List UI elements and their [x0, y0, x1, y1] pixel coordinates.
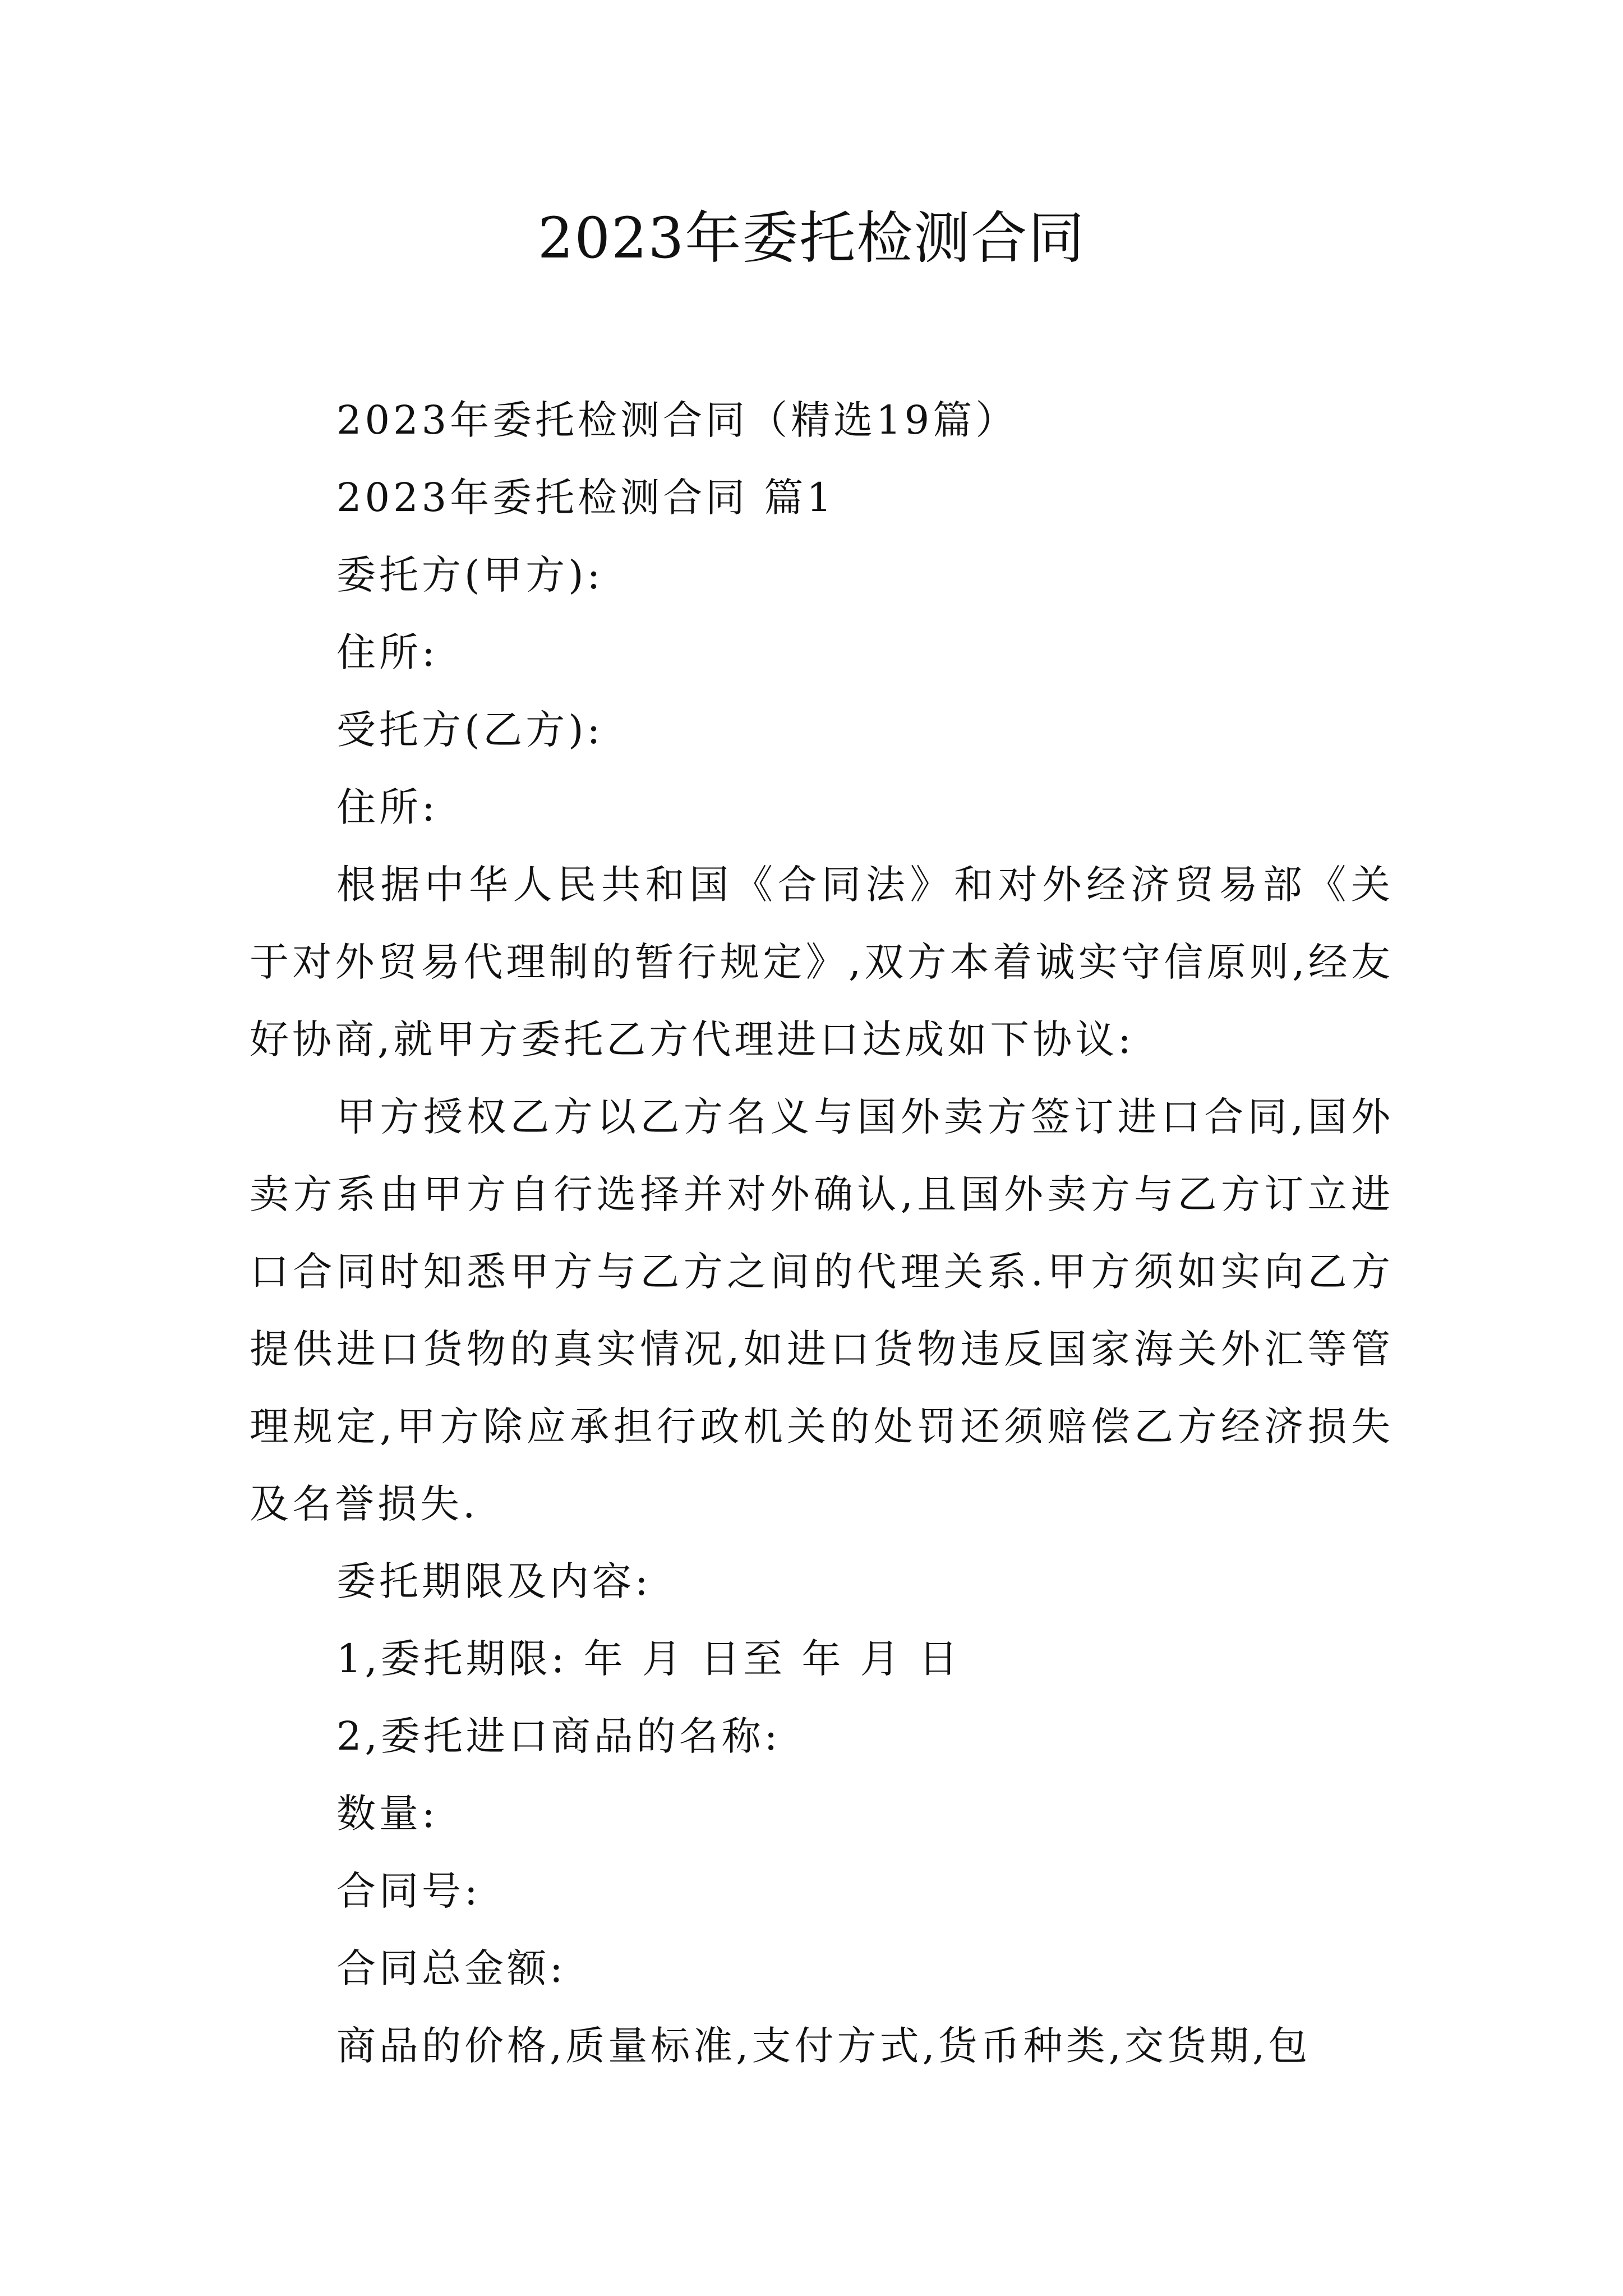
term-item-2: 2,委托进口商品的名称: — [336, 1713, 781, 1759]
document-body — [250, 381, 1394, 2085]
document-subtitle: 2023年委托检测合同（精选19篇） — [336, 397, 1018, 443]
section-heading: 2023年委托检测合同 篇1 — [336, 475, 835, 521]
term-heading: 委托期限及内容: — [336, 1558, 652, 1604]
intro-paragraph: 根据中华人民共和国《合同法》和对外经济贸易部《关于对外贸易代理制的暂行规定》,双方本着诚实守信原则,经友好协商,就甲方委托乙方代理进口达成如下协议: — [250, 862, 1394, 1062]
party-b-address-label: 住所: — [336, 784, 439, 830]
party-a-address-label: 住所: — [336, 629, 439, 675]
party-a-label: 委托方(甲方): — [336, 552, 604, 598]
final-line: 商品的价格,质量标准,支付方式,货币种类,交货期,包 — [336, 2023, 1311, 2069]
quantity-label: 数量: — [336, 1791, 439, 1837]
contract-amount-label: 合同总金额: — [336, 1945, 566, 1991]
document-title: 2023年委托检测合同 — [537, 205, 1086, 271]
contract-number-label: 合同号: — [336, 1868, 481, 1914]
authorization-paragraph: 甲方授权乙方以乙方名义与国外卖方签订进口合同,国外卖方系由甲方自行选择并对外确认,且国外卖方与乙方订立进口合同时知悉甲方与乙方之间的代理关系.甲方须如实向乙方提供进口货物的真实情况,如进口货物违反国家海关外汇等管理规定,甲方除应承担行政机关的处罚还须赔偿乙方经济损失及名誉损失. — [250, 1094, 1394, 1527]
term-item-1: 1,委托期限: 年 月 日至 年 月 日 — [336, 1636, 961, 1682]
party-b-label: 受托方(乙方): — [336, 707, 604, 753]
